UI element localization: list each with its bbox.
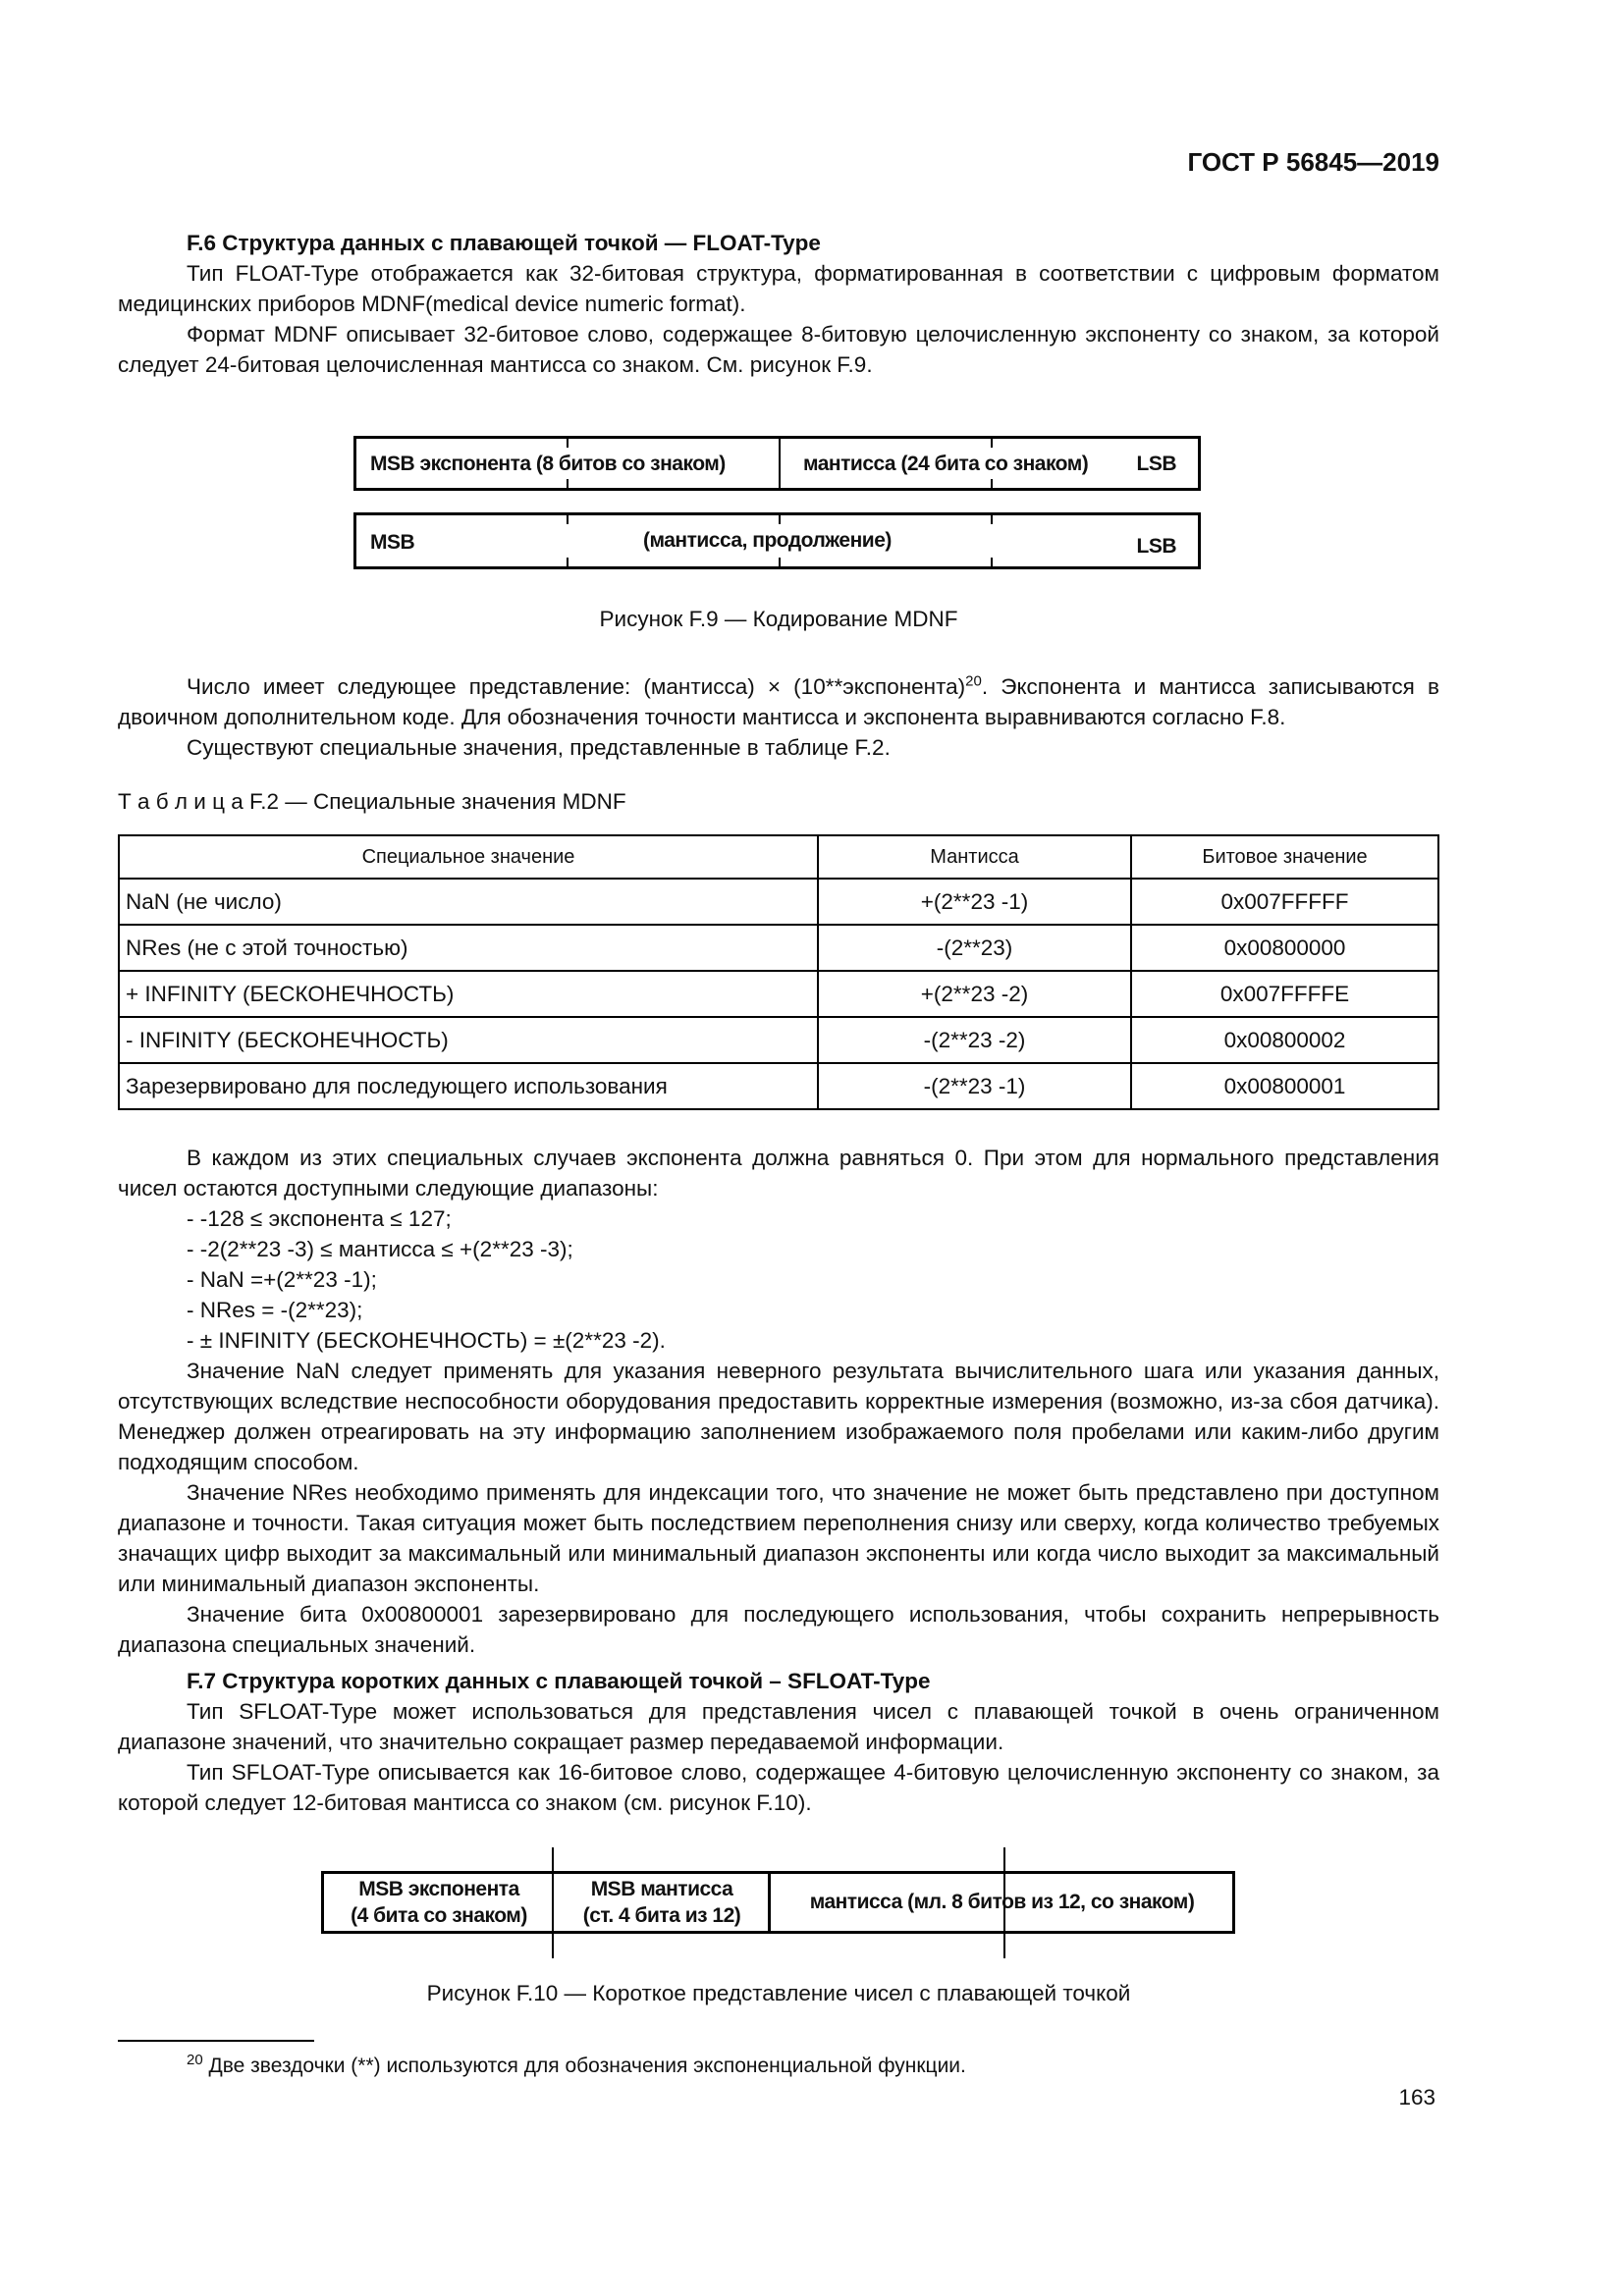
list-item: - -128 ≤ экспонента ≤ 127;	[187, 1206, 452, 1231]
paragraph: Значение NaN следует применять для указания неверного результата вычислительного шага или указания данных, отсутствующих вследствие неспособности оборудования предоставить корректные измерения (возможно, из-за сбоя датчика). Менеджер должен отреагировать на эту информацию заполнением изображаемого поля пробелами или каким-либо другим подходящим способом.	[118, 1359, 1439, 1474]
msb-exponent-cell	[324, 1876, 554, 1929]
msb-mantissa-cell	[556, 1876, 768, 1929]
document-header: ГОСТ Р 56845—2019	[1187, 147, 1439, 177]
body-text	[118, 1143, 1439, 1818]
intro-paragraphs	[118, 671, 1439, 763]
cell: 0x007FFFFF	[1131, 879, 1438, 925]
cell: -(2**23 -2)	[818, 1017, 1131, 1063]
paragraph	[118, 671, 1439, 732]
cell: -(2**23 -1)	[818, 1063, 1131, 1109]
column-header: Мантисса	[818, 835, 1131, 879]
label: MSB экспонента	[358, 1878, 519, 1900]
range-list	[118, 1203, 1439, 1356]
paragraph: Тип SFLOAT-Type может использоваться для представления чисел с плавающей точкой в очень ограниченном диапазоне значений, что значительно сокращает размер передаваемой информации.	[118, 1699, 1439, 1754]
footnote-text: Две звездочки (**) используются для обозначения экспоненциальной функции.	[202, 2055, 966, 2077]
paragraph: Существуют специальные значения, представленные в таблице F.2.	[187, 735, 891, 760]
list-item: - ± INFINITY (БЕСКОНЕЧНОСТЬ) = ±(2**23 -2).	[187, 1328, 666, 1353]
exponent-label: MSB экспонента (8 битов со знаком)	[370, 453, 726, 475]
footnote-divider	[118, 2040, 314, 2042]
footnote	[187, 2045, 966, 2081]
footnote-number: 20	[187, 2052, 203, 2068]
table-row	[119, 971, 1438, 1017]
cell: +(2**23 -1)	[818, 879, 1131, 925]
figure-caption: Рисунок F.10 — Короткое представление чисел с плавающей точкой	[426, 1981, 1131, 2005]
footnote-ref[interactable]: 20	[965, 672, 982, 690]
table-title-text: F.2 — Специальные значения MDNF	[249, 789, 626, 814]
page-number: 163	[1398, 2085, 1435, 2109]
sfloat-box	[321, 1871, 1235, 1934]
mantissa-continued-label: (мантисса, продолжение)	[643, 529, 892, 552]
section-f6	[118, 228, 1439, 380]
text: . Экспонента и мантисса записываются в двоичном дополнительном коде. Для обозначения точности мантисса и экспонента выравниваются согласно F.8.	[118, 674, 1439, 729]
section-heading: F.7 Структура коротких данных с плавающей точкой – SFLOAT-Type	[187, 1669, 931, 1693]
mantissa-cell: мантисса (мл. 8 битов из 12, со знаком)	[809, 1891, 1195, 1913]
cell: +(2**23 -2)	[818, 971, 1131, 1017]
column-header: Битовое значение	[1131, 835, 1438, 879]
cell: Зарезервировано для последующего использования	[119, 1063, 818, 1109]
text: Число имеет следующее представление: (мантисса) × (10**экспонента)	[187, 674, 966, 699]
cell: 0x00800001	[1131, 1063, 1438, 1109]
lsb-label: LSB	[1136, 535, 1176, 558]
label: (4 бита со знаком)	[351, 1904, 527, 1927]
section-heading: F.6 Структура данных с плавающей точкой — FLOAT-Type	[187, 231, 821, 255]
list-item: - NRes = -(2**23);	[187, 1298, 363, 1322]
label: (ст. 4 бита из 12)	[582, 1904, 741, 1927]
table-title	[118, 786, 1439, 817]
list-item: - -2(2**23 -3) ≤ мантисса ≤ +(2**23 -3);	[187, 1237, 573, 1261]
label: MSB мантисса	[590, 1878, 733, 1900]
cell: NaN (не число)	[119, 879, 818, 925]
mdnf-row-2	[353, 512, 1201, 569]
mantissa-label: мантисса (24 бита со знаком)	[803, 453, 1089, 475]
mdnf-row-1	[353, 436, 1201, 491]
column-header: Специальное значение	[119, 835, 818, 879]
paragraph: В каждом из этих специальных случаев экспонента должна равняться 0. При этом для нормального представления чисел остаются доступными следующие диапазоны:	[118, 1146, 1439, 1201]
table-row	[119, 1063, 1438, 1109]
cell: 0x00800002	[1131, 1017, 1438, 1063]
paragraph: Значение NRes необходимо применять для индексации того, что значение не может быть представлено при доступном диапазоне и точности. Такая ситуация может быть последствием переполнения снизу или сверху, когда количество требуемых значащих цифр выходит за максимальный или минимальный диапазон экспоненты или когда число выходит за максимальный или минимальный диапазон экспоненты.	[118, 1480, 1439, 1596]
paragraph: Тип SFLOAT-Type описывается как 16-битовое слово, содержащее 4-битовую целочисленную экспоненту со знаком, за которой следует 12-битовая мантисса со знаком (см. рисунок F.10).	[118, 1760, 1439, 1815]
cell: 0x007FFFFE	[1131, 971, 1438, 1017]
list-item: - NaN =+(2**23 -1);	[187, 1267, 377, 1292]
cell: NRes (не с этой точностью)	[119, 925, 818, 971]
cell: -(2**23)	[818, 925, 1131, 971]
paragraph: Тип FLOAT-Type отображается как 32-битовая структура, форматированная в соответствии с цифровым форматом медицинских приборов MDNF(medical device numeric format).	[118, 261, 1439, 316]
table-row	[119, 1017, 1438, 1063]
table-row	[119, 879, 1438, 925]
paragraph: Значение бита 0x00800001 зарезервировано для последующего использования, чтобы сохранить непрерывность диапазона специальных значений.	[118, 1602, 1439, 1657]
table-f2	[118, 834, 1439, 1110]
table-header-row	[119, 835, 1438, 879]
table-row	[119, 925, 1438, 971]
lsb-label: LSB	[1136, 453, 1176, 475]
table-label: Т а б л и ц а	[118, 789, 244, 814]
paragraph: Формат MDNF описывает 32-битовое слово, содержащее 8-битовую целочисленную экспоненту со знаком, за которой следует 24-битовая целочисленная мантисса со знаком. См. рисунок F.9.	[118, 322, 1439, 377]
cell: - INFINITY (БЕСКОНЕЧНОСТЬ)	[119, 1017, 818, 1063]
cell: 0x00800000	[1131, 925, 1438, 971]
figure-caption: Рисунок F.9 — Кодирование MDNF	[599, 607, 958, 631]
cell: + INFINITY (БЕСКОНЕЧНОСТЬ)	[119, 971, 818, 1017]
msb-label: MSB	[370, 531, 415, 554]
